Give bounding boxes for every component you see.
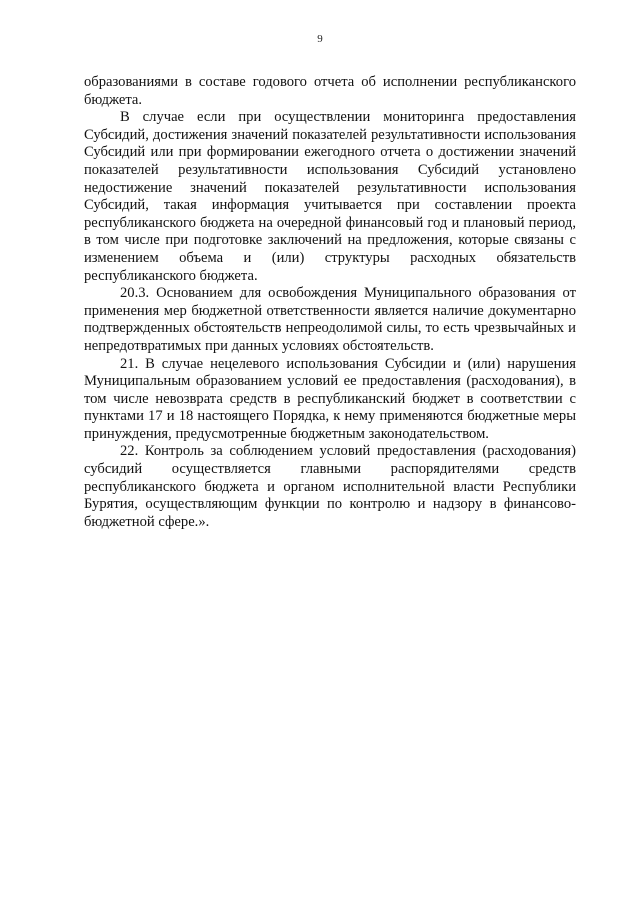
paragraph-21: 21. В случае нецелевого использования Субсидии и (или) нарушения Муниципальным образованием условий ее предоставления (расходования), в том числе невозврата средств в республиканский бюджет в соответствии с пунктами 17 и 18 настоящего Порядка, к нему применяются бюджетные меры принуждения, предусмотренные бюджетным законодательством. bbox=[84, 355, 576, 442]
page-number: 9 bbox=[317, 33, 323, 45]
document-body bbox=[84, 74, 576, 531]
paragraph-monitoring: В случае если при осуществлении мониторинга предоставления Субсидий, достижения значений показателей результативности использования Субсидий или при формировании ежегодного отчета о достижении значений показателей результативности использования Субсидий установлено недостижение значений показателей результативности использования Субсидий, такая информация учитывается при составлении проекта республиканского бюджета на очередной финансовый год и плановый период, в том числе при подготовке заключений на предложения, которые связаны с изменением объема и (или) структуры расходных обязательств республиканского бюджета. bbox=[84, 109, 576, 284]
paragraph-22: 22. Контроль за соблюдением условий предоставления (расходования) субсидий осуществляется главными распорядителями средств республиканского бюджета и органом исполнительной власти Республики Бурятия, осуществляющим функции по контролю и надзору в финансово-бюджетной сфере.». bbox=[84, 443, 576, 530]
paragraph-continuation: образованиями в составе годового отчета об исполнении республиканского бюджета. bbox=[84, 74, 576, 108]
paragraph-20-3: 20.3. Основанием для освобождения Муниципального образования от применения мер бюджетной ответственности является наличие документарно подтвержденных обстоятельств непреодолимой силы, то есть чрезвычайных и непредотвратимых при данных условиях обстоятельств. bbox=[84, 285, 576, 354]
